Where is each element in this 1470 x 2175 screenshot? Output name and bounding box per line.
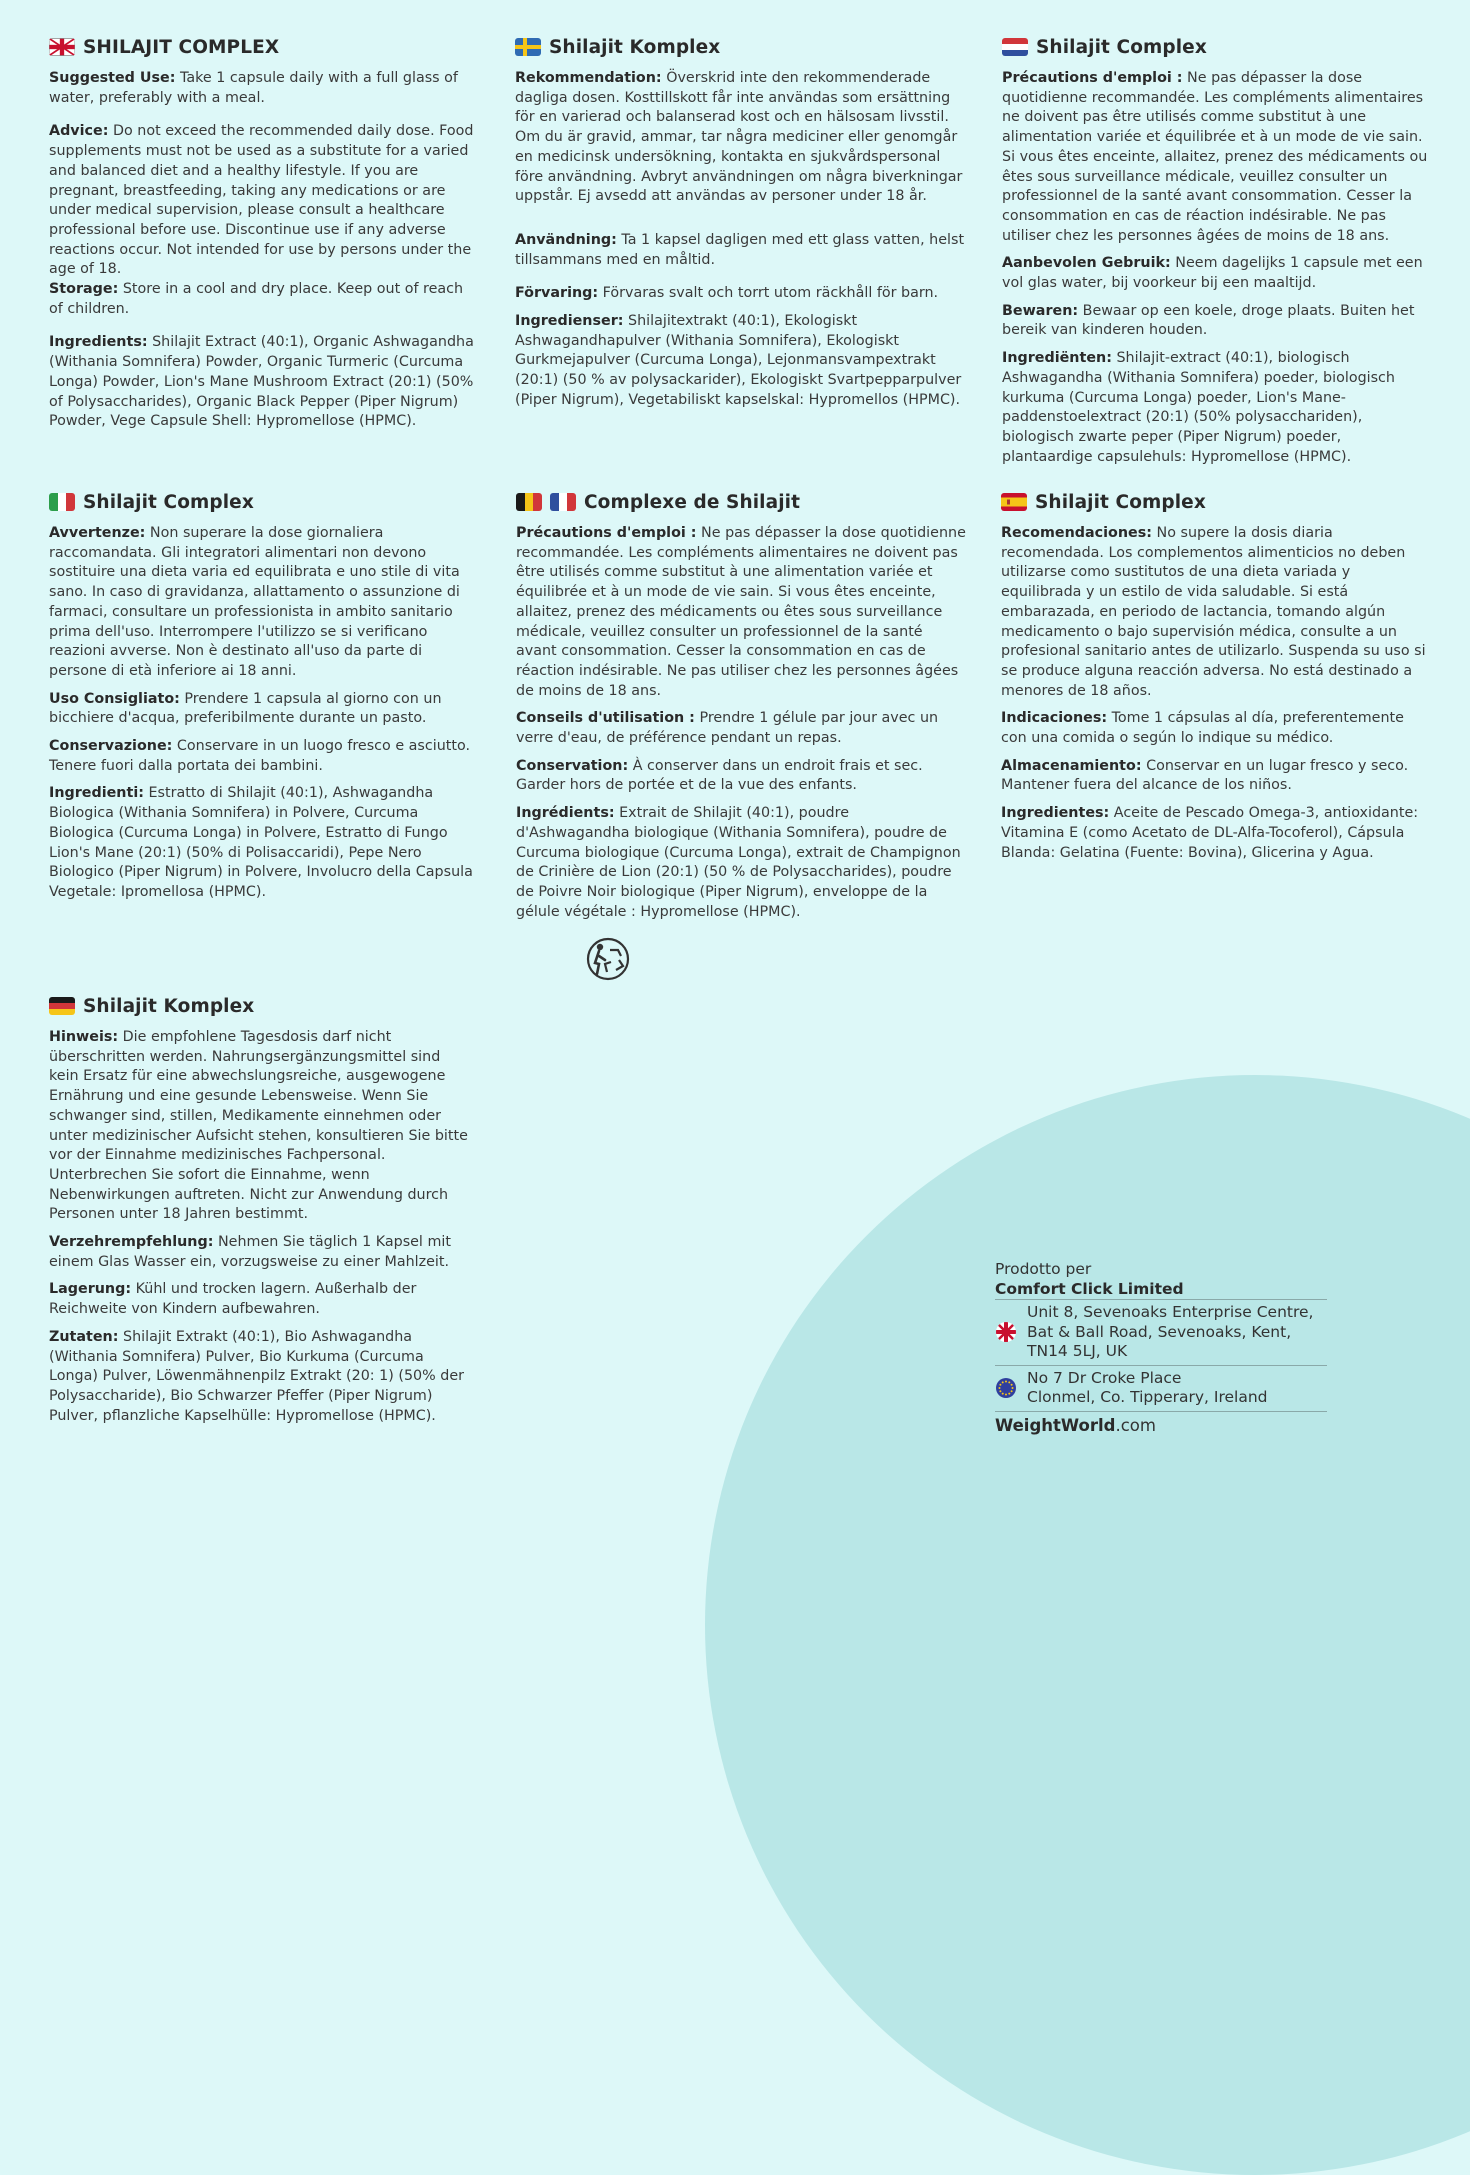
- usage-paragraph: Indicaciones: Tome 1 cápsulas al día, preferentemente con una comida o según lo indique su médico.: [1001, 710, 1404, 747]
- section-heading: [49, 35, 474, 59]
- section-heading: [49, 994, 474, 1018]
- section-title: Shilajit Complex: [83, 491, 254, 513]
- belgium-flag-icon: [516, 493, 542, 511]
- section-title: Shilajit Complex: [1035, 491, 1206, 513]
- section-title: Shilajit Komplex: [549, 36, 721, 58]
- storage-paragraph: Conservation: À conserver dans un endroit frais et sec. Garder hors de portée et de la vue des enfants.: [516, 757, 923, 794]
- ie-address: [995, 1365, 1327, 1411]
- uk-address-line3: TN14 5LJ, UK: [1027, 1342, 1128, 1360]
- uk-address-line1: Unit 8, Sevenoaks Enterprise Centre,: [1027, 1303, 1314, 1321]
- section-heading: [49, 490, 474, 514]
- triman-recycle-icon: [585, 936, 631, 982]
- storage-paragraph: Conservazione: Conservare in un luogo fresco e asciutto. Tenere fuori dalla portata dei bambini.: [49, 738, 471, 774]
- precautions-paragraph: Précautions d'emploi : Ne pas dépasser la dose quotidienne recommandée. Les compléments alimentaires ne doivent pas être utilisés comme substitut à une alimentation variée et équilibrée et à un mode de vie sain. Si vous êtes enceinte, allaitez, prenez des médicaments ou êtes sous surveillance médicale, veuillez consulter un professionnel de la santé avant consommation. Cesser la consommation en cas de réaction indésirable. Ne pas utiliser chez les personnes âgées de moins de 18 ans.: [516, 525, 966, 699]
- precautions-paragraph: Précautions d'emploi : Ne pas dépasser la dose quotidienne recommandée. Les compléments alimentaires ne doivent pas être utilisés comme substitut à une alimentation variée et équilibrée et à un mode de vie sain. Si vous êtes enceinte, allaitez, prenez des médicaments ou êtes sous surveillance médicale, veuillez consulter un professionnel de la santé avant consommation. Cesser la consommation en cas de réaction indésirable. Ne pas utiliser chez les personnes âgées de moins de 18 ans.: [1002, 70, 1428, 244]
- recommendation-paragraph: Rekommendation: Överskrid inte den rekommenderade dagliga dosen. Kosttillskott får inte användas som ersättning för en varierad och balanserad kost och en hälsosam livsstil. Om du är gravid, ammar, tar några mediciner eller genomgår en medicinsk undersökning, kontakta en sjukvårdspersonal före användning. Avbryt användningen om några biverkningar uppstår. Ej avsedd att användas av personer under 18 år.: [515, 70, 963, 205]
- section-swedish: [515, 35, 965, 411]
- company-name: Comfort Click Limited: [995, 1280, 1184, 1298]
- eu-flag-icon: [995, 1377, 1017, 1399]
- storage-paragraph: Bewaren: Bewaar op een koele, droge plaats. Buiten het bereik van kinderen houden.: [1002, 302, 1415, 339]
- suggested-use-paragraph: Suggested Use: Take 1 capsule daily with a full glass of water, preferably with a meal.: [49, 70, 458, 106]
- section-italian: [49, 490, 474, 903]
- usage-paragraph: Uso Consigliato: Prendere 1 capsula al giorno con un bicchiere d'acqua, preferibilmente durante un pasto.: [49, 690, 442, 727]
- ingredients-paragraph: Ingredienser: Shilajitextrakt (40:1), Ekologiskt Ashwagandhapulver (Withania Somnifera), Ekologiskt Gurkmejapulver (Curcuma Longa), Lejonmansvampextrakt (20:1) (50 % av polysackarider), Ekologiskt Svartpepparpulver (Piper Nigrum), Vegetabiliskt kapselskal: Hypromellos (HPMC).: [515, 313, 962, 408]
- storage-paragraph: Förvaring: Förvaras svalt och torrt utom räckhåll för barn.: [515, 285, 939, 302]
- ingredients-paragraph: Ingredientes: Aceite de Pescado Omega-3, antioxidante: Vitamina E (como Acetato de DL-Alfa-Tocoferol), Cápsula Blanda: Gelatina (Fuente: Bovina), Glicerina y Agua.: [1001, 805, 1419, 861]
- advice-paragraph: Advice: Do not exceed the recommended daily dose. Food supplements must not be used as a substitute for a varied and balanced diet and a healthy lifestyle. If you are pregnant, breastfeeding, taking any medications or are under medical supervision, please consult a healthcare professional before use. Discontinue use if any adverse reactions occur. Not intended for use by persons under the age of 18.: [49, 123, 474, 278]
- ie-address-line1: No 7 Dr Croke Place: [1027, 1368, 1182, 1387]
- ingredients-paragraph: Ingrediënten: Shilajit-extract (40:1), biologisch Ashwagandha (Withania Somnifera) poeder, biologisch kurkuma (Curcuma Longa) poeder, Lion's Mane-paddenstoelextract (20:1) (50% polysacchariden), biologisch zwarte peper (Piper Nigrum) poeder, plantaardige capsulehuls: Hypromellose (HPMC).: [1002, 350, 1395, 465]
- uk-address: [995, 1299, 1327, 1365]
- storage-paragraph: Lagerung: Kühl und trocken lagern. Außerhalb der Reichweite von Kindern aufbewahren.: [49, 1281, 417, 1318]
- section-english: [49, 35, 474, 432]
- storage-paragraph: Storage: Store in a cool and dry place. Keep out of reach of children.: [49, 281, 464, 317]
- usage-paragraph: Conseils d'utilisation : Prendre 1 gélule par jour avec un verre d'eau, de préférence pendant un repas.: [516, 710, 939, 747]
- usage-paragraph: Användning: Ta 1 kapsel dagligen med ett glass vatten, helst tillsammans med en måltid.: [515, 231, 965, 268]
- usage-paragraph: Verzehrempfehlung: Nehmen Sie täglich 1 Kapsel mit einem Glas Wasser ein, vorzugsweise zu einer Mahlzeit.: [49, 1234, 451, 1270]
- storage-paragraph: Almacenamiento: Conservar en un lugar fresco y seco. Mantener fuera del alcance de los niños.: [1001, 757, 1409, 794]
- section-title: Complexe de Shilajit: [584, 491, 801, 513]
- ie-address-line2: Clonmel, Co. Tipperary, Ireland: [1027, 1388, 1268, 1406]
- section-title: Shilajit Komplex: [83, 995, 255, 1017]
- netherlands-flag-icon: [1002, 38, 1028, 56]
- uk-flag-icon: [995, 1321, 1017, 1343]
- note-paragraph: Hinweis: Die empfohlene Tagesdosis darf nicht überschritten werden. Nahrungsergänzungsmittel sind kein Ersatz für eine abwechslungsreiche, ausgewogene Ernährung und eine gesunde Lebensweise. Wenn Sie schwanger sind, stillen, Medikamente einnehmen oder unter medizinischer Aufsicht stehen, konsultieren Sie bitte vor der Einnahme medizinisches Fachpersonal. Unterbrechen Sie sofort die Einnahme, wenn Nebenwirkungen auftreten. Nicht zur Anwendung durch Personen unter 18 Jahren bestimmt.: [49, 1029, 468, 1223]
- brand-website: WeightWorld.com: [995, 1411, 1327, 1435]
- section-netherlands: [1002, 35, 1432, 467]
- recommendations-paragraph: Recomendaciones: No supere la dosis diaria recomendada. Los complementos alimenticios no deben utilizarse como sustitutos de una dieta variada y equilibrada y un estilo de vida saludable. Si está embarazada, en periodo de lactancia, tomando algún medicamento o bajo supervisión médica, consulte a un profesional sanitario antes de utilizarlo. Suspenda su uso si se produce alguna reacción adversa. No está destinado a menores de 18 años.: [1001, 525, 1426, 699]
- section-heading: [515, 35, 965, 59]
- background-circle: [705, 1075, 1470, 2175]
- manufacturer-contact: [995, 1260, 1327, 1435]
- section-title: Shilajit Complex: [1036, 36, 1207, 58]
- italy-flag-icon: [49, 493, 75, 511]
- uk-address-line2: Bat & Ball Road, Sevenoaks, Kent,: [1027, 1322, 1292, 1341]
- section-german: [49, 994, 474, 1426]
- france-flag-icon: [550, 493, 576, 511]
- section-heading: [1001, 490, 1431, 514]
- ingredients-paragraph: Ingredienti: Estratto di Shilajit (40:1), Ashwagandha Biologica (Withania Somnifera) in Polvere, Curcuma Biologica (Curcuma Longa) in Polvere, Estratto di Fungo Lion's Mane (20:1) (50% di Polisaccaridi), Pepe Nero Biologico (Piper Nigrum) in Polvere, Involucro della Capsula Vegetale: Ipromellosa (HPMC).: [49, 785, 473, 900]
- uk-flag-icon: [49, 38, 75, 56]
- section-title: SHILAJIT COMPLEX: [83, 36, 280, 58]
- section-spanish: [1001, 490, 1431, 863]
- spain-flag-icon: [1001, 493, 1027, 511]
- section-heading: [1002, 35, 1432, 59]
- sweden-flag-icon: [515, 38, 541, 56]
- ingredients-paragraph: Zutaten: Shilajit Extrakt (40:1), Bio Ashwagandha (Withania Somnifera) Pulver, Bio Kurkuma (Curcuma Longa) Pulver, Löwenmähnenpilz Extrakt (20: 1) (50% der Polysaccharide), Bio Schwarzer Pfeffer (Piper Nigrum) Pulver, pflanzliche Kapselhülle: Hypromellose (HPMC).: [49, 1328, 465, 1424]
- ingredients-paragraph: Ingredients: Shilajit Extract (40:1), Organic Ashwagandha (Withania Somnifera) Powder, Organic Turmeric (Curcuma Longa) Powder, Lion's Mane Mushroom Extract (20:1) (50% of Polysaccharides), Organic Black Pepper (Piper Nigrum) Powder, Vege Capsule Shell: Hypromellose (HPMC).: [49, 334, 474, 430]
- produced-for-label: Prodotto per: [995, 1260, 1092, 1278]
- warnings-paragraph: Avvertenze: Non superare la dose giornaliera raccomandata. Gli integratori alimentari non devono sostituire una dieta varia ed equilibrata e uno stile di vita sano. In caso di gravidanza, allattamento o assunzione di farmaci, consultare un professionista in ambito sanitario prima dell'uso. Interrompere l'utilizzo se si verificano reazioni avverse. Non è destinato all'uso da parte di persone di età inferiore ai 18 anni.: [49, 525, 460, 679]
- section-belgium-france: [516, 490, 966, 922]
- germany-flag-icon: [49, 997, 75, 1015]
- section-heading: [516, 490, 966, 514]
- usage-paragraph: Aanbevolen Gebruik: Neem dagelijks 1 capsule met een vol glas water, bij voorkeur bij een maaltijd.: [1002, 255, 1423, 292]
- ingredients-paragraph: Ingrédients: Extrait de Shilajit (40:1), poudre d'Ashwagandha biologique (Withania Somnifera), poudre de Curcuma biologique (Curcuma Longa), extrait de Champignon de Crinière de Lion (20:1) (50 % de Polysaccharides), poudre de Poivre Noir biologique (Piper Nigrum), enveloppe de la gélule végétale : Hypromellose (HPMC).: [516, 805, 961, 920]
